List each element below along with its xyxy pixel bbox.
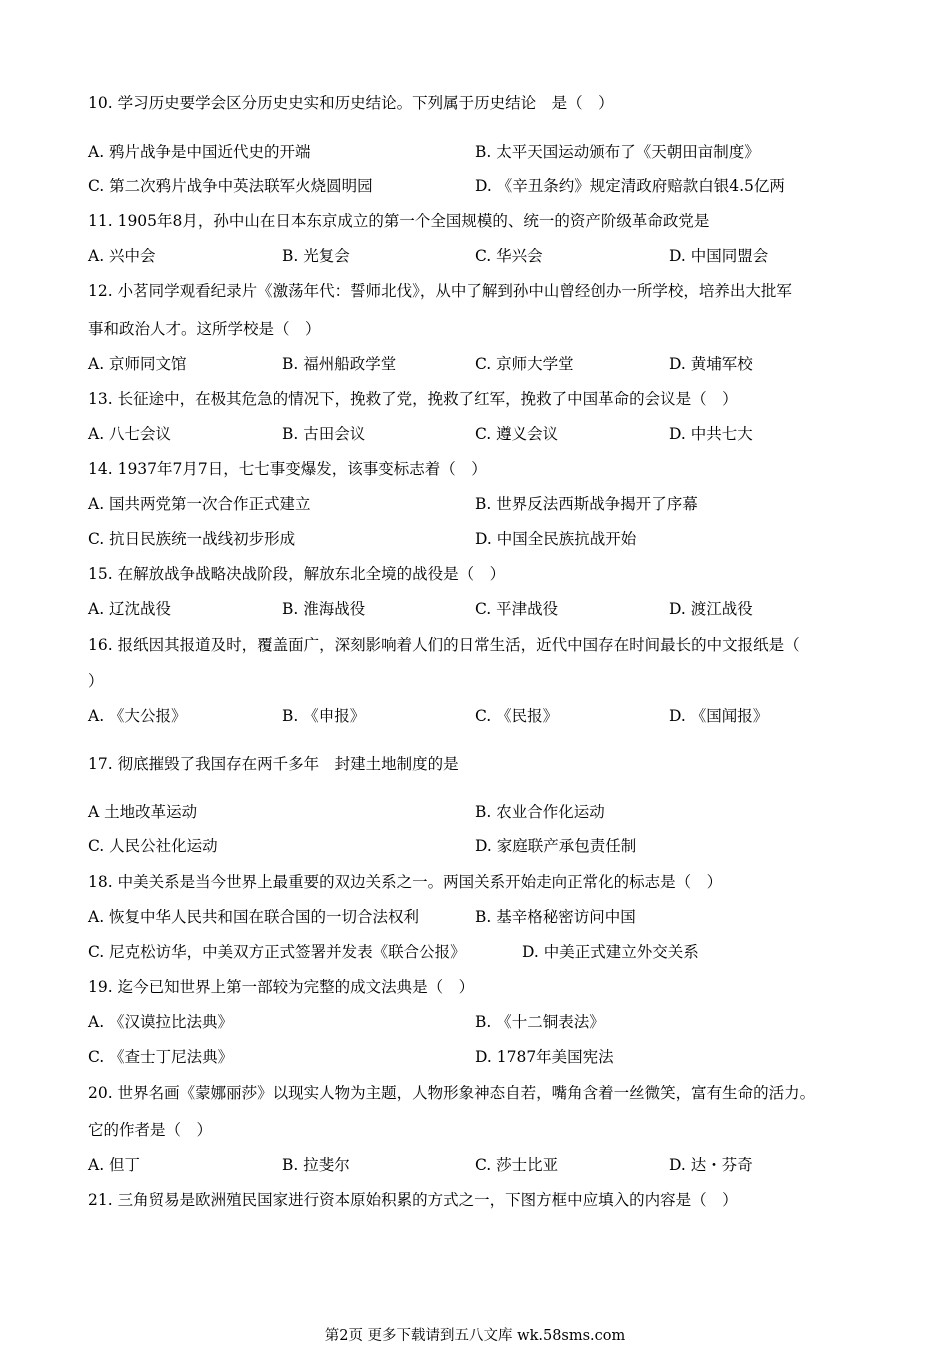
question-14-option-c: C. 抗日民族统一战线初步形成: [88, 530, 296, 548]
question-12-option-b: B. 福州船政学堂: [282, 355, 397, 373]
question-12-stem-line-2: 事和政治人才。这所学校是（ ）: [88, 320, 321, 338]
question-18-option-d: D. 中美正式建立外交关系: [522, 943, 699, 961]
question-12-stem-line-1: 12. 小茗同学观看纪录片《激荡年代：誓师北伐》，从中了解到孙中山曾经创办一所学校，培养出大批军: [88, 282, 792, 300]
question-18-option-a: A. 恢复中华人民共和国在联合国的一切合法权利: [88, 908, 420, 926]
question-12-option-a: A. 京师同文馆: [88, 355, 187, 373]
question-17-option-c: C. 人民公社化运动: [88, 837, 218, 855]
question-19-option-a: A. 《汉谟拉比法典》: [88, 1013, 234, 1031]
question-11-stem: 11. 1905年8月，孙中山在日本东京成立的第一个全国规模的、统一的资产阶级革命政党是: [88, 212, 710, 230]
question-11-option-c: C. 华兴会: [475, 247, 543, 265]
question-15-stem: 15. 在解放战争战略决战阶段，解放东北全境的战役是（ ）: [88, 565, 506, 583]
question-18-option-c: C. 尼克松访华，中美双方正式签署并发表《联合公报》: [88, 943, 466, 961]
question-19-option-d: D. 1787年美国宪法: [475, 1048, 614, 1066]
question-10-option-c: C. 第二次鸦片战争中英法联军火烧圆明园: [88, 177, 373, 195]
question-13-option-a: A. 八七会议: [88, 425, 172, 443]
question-14-option-d: D. 中国全民族抗战开始: [475, 530, 637, 548]
question-15-option-a: A. 辽沈战役: [88, 600, 172, 618]
question-13-option-d: D. 中共七大: [669, 425, 753, 443]
question-20-stem-line-2: 它的作者是（ ）: [88, 1121, 213, 1139]
question-10-option-a: A. 鸦片战争是中国近代史的开端: [88, 143, 311, 161]
question-17-stem: 17. 彻底摧毁了我国存在两千多年 封建土地制度的是: [88, 755, 459, 773]
question-13-option-b: B. 古田会议: [282, 425, 366, 443]
question-15-option-c: C. 平津战役: [475, 600, 559, 618]
question-13-option-c: C. 遵义会议: [475, 425, 559, 443]
question-20-option-c: C. 莎士比亚: [475, 1156, 559, 1174]
question-16-option-d: D. 《国闻报》: [669, 707, 769, 725]
question-16-option-a: A. 《大公报》: [88, 707, 187, 725]
question-18-option-b: B. 基辛格秘密访问中国: [475, 908, 636, 926]
question-20-stem-line-1: 20. 世界名画《蒙娜丽莎》以现实人物为主题，人物形象神态自若，嘴角含着一丝微笑，富有生命的活力。: [88, 1084, 816, 1102]
question-14-option-a: A. 国共两党第一次合作正式建立: [88, 495, 311, 513]
question-20-option-d: D. 达・芬奇: [669, 1156, 753, 1174]
question-16-option-c: C. 《民报》: [475, 707, 559, 725]
question-19-option-b: B. 《十二铜表法》: [475, 1013, 605, 1031]
page-footer: 第2页 更多下载请到五八文库 wk.58sms.com: [324, 1328, 626, 1344]
question-10-option-d: D. 《辛丑条约》规定清政府赔款白银4.5亿两: [475, 177, 785, 195]
question-15-option-b: B. 淮海战役: [282, 600, 366, 618]
question-14-stem: 14. 1937年7月7日，七七事变爆发，该事变标志着（ ）: [88, 460, 487, 478]
question-21-stem: 21. 三角贸易是欧洲殖民国家进行资本原始积累的方式之一，下图方框中应填入的内容是（ ）: [88, 1191, 738, 1209]
question-13-stem: 13. 长征途中，在极其危急的情况下，挽救了党，挽救了红军，挽救了中国革命的会议是（ ）: [88, 390, 738, 408]
question-10-option-b: B. 太平天国运动颁布了《天朝田亩制度》: [475, 143, 760, 161]
question-11-option-b: B. 光复会: [282, 247, 350, 265]
question-16-stem-line-2: ）: [88, 672, 104, 690]
question-20-option-b: B. 拉斐尔: [282, 1156, 350, 1174]
question-19-option-c: C. 《查士丁尼法典》: [88, 1048, 234, 1066]
question-16-option-b: B. 《申报》: [282, 707, 366, 725]
question-18-stem: 18. 中美关系是当今世界上最重要的双边关系之一。两国关系开始走向正常化的标志是（ ）: [88, 873, 723, 891]
question-20-option-a: A. 但丁: [88, 1156, 141, 1174]
question-17-option-d: D. 家庭联产承包责任制: [475, 837, 637, 855]
question-15-option-d: D. 渡江战役: [669, 600, 753, 618]
question-10-stem: 10. 学习历史要学会区分历史史实和历史结论。下列属于历史结论 是（ ）: [88, 94, 614, 112]
question-11-option-a: A. 兴中会: [88, 247, 156, 265]
question-17-option-a: A 土地改革运动: [88, 803, 198, 821]
question-12-option-d: D. 黄埔军校: [669, 355, 753, 373]
question-19-stem: 19. 迄今已知世界上第一部较为完整的成文法典是（ ）: [88, 978, 475, 996]
question-11-option-d: D. 中国同盟会: [669, 247, 769, 265]
question-14-option-b: B. 世界反法西斯战争揭开了序幕: [475, 495, 698, 513]
question-17-option-b: B. 农业合作化运动: [475, 803, 605, 821]
question-12-option-c: C. 京师大学堂: [475, 355, 574, 373]
question-16-stem-line-1: 16. 报纸因其报道及时，覆盖面广，深刻影响着人们的日常生活，近代中国存在时间最长的中文报纸是（: [88, 636, 800, 654]
